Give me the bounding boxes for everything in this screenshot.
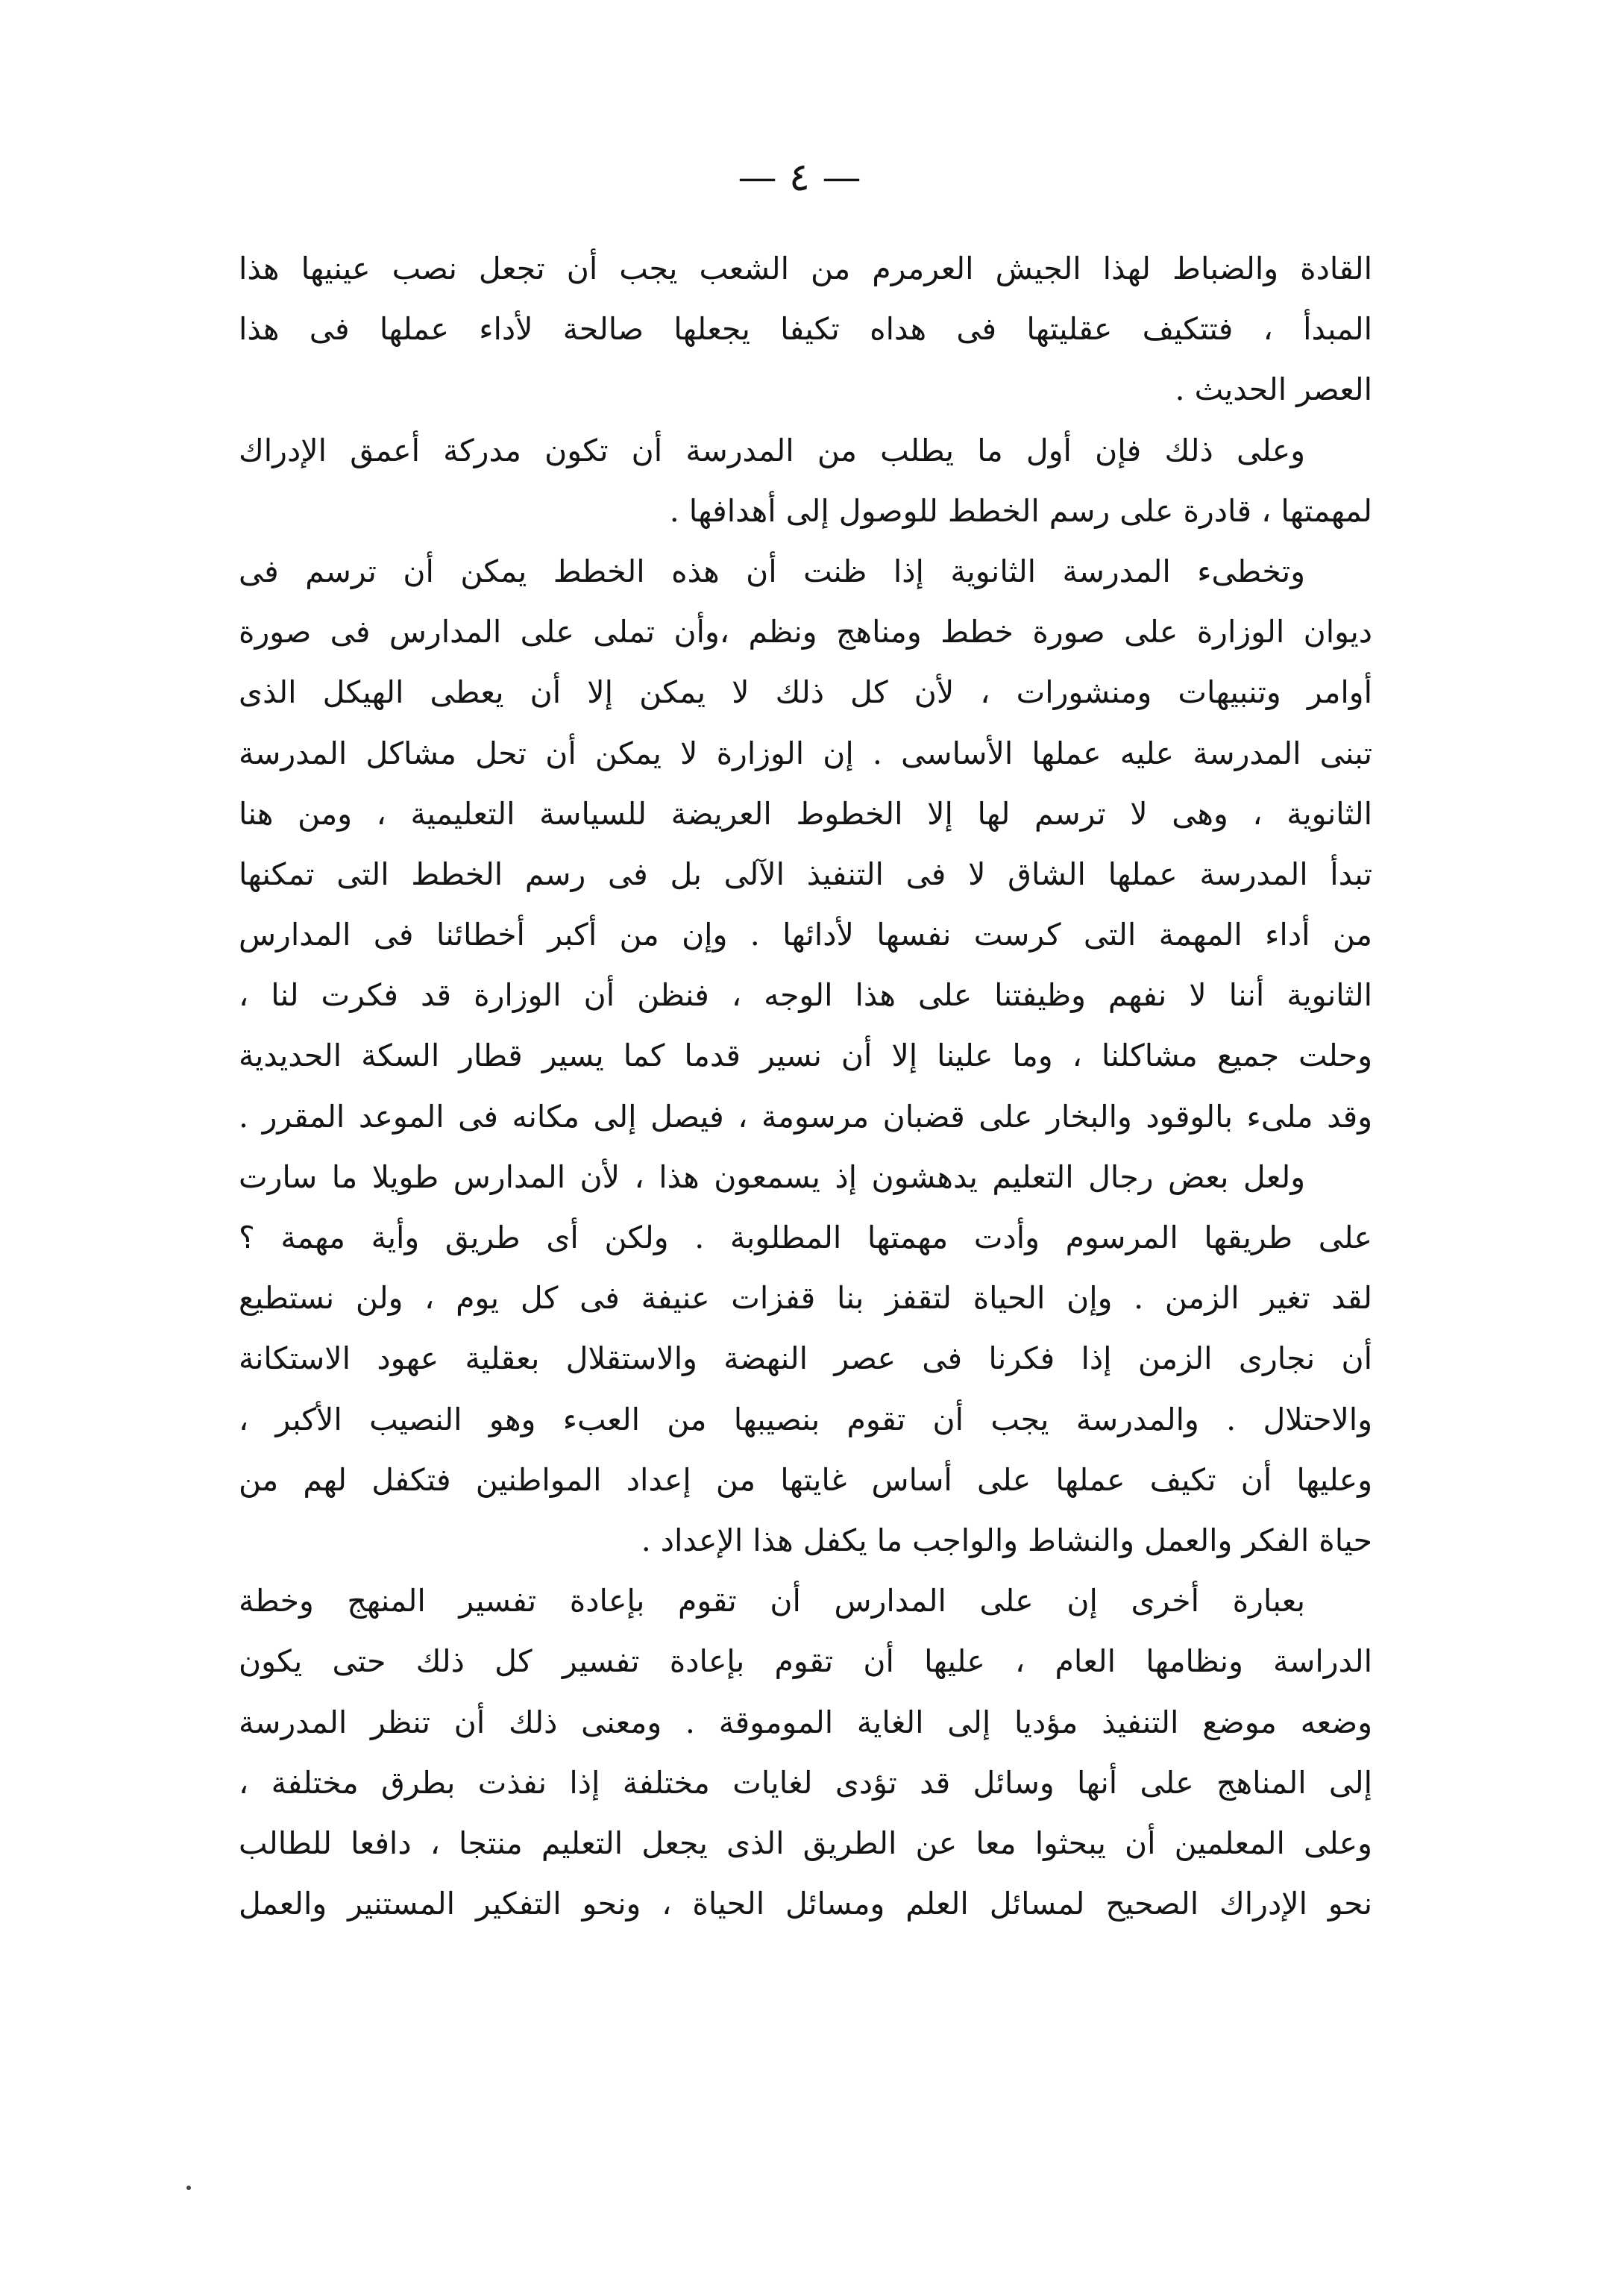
page-number: — ٤ — (738, 155, 861, 200)
margin-dot (186, 2186, 191, 2190)
text-line: أوامر وتنبيهات ومنشورات ، لأن كل ذلك لا يمكن إلا أن يعطى الهيكل الذى (239, 674, 1372, 711)
text-line: حياة الفكر والعمل والنشاط والواجب ما يكفل هذا الإعداد . (641, 1522, 1372, 1558)
body-text (239, 239, 1372, 1934)
text-line: وحلت جميع مشاكلنا ، وما علينا إلا أن نسير قدما كما يسير قطار السكة الحديدية (239, 1038, 1372, 1074)
text-line: بعبارة أخرى إن على المدارس أن تقوم بإعادة تفسير المنهج وخطة (239, 1583, 1305, 1619)
text-line: وعلى ذلك فإن أول ما يطلب من المدرسة أن تكون مدركة أعمق الإدراك (239, 432, 1305, 468)
text-line: وتخطىء المدرسة الثانوية إذا ظنت أن هذه الخطط يمكن أن ترسم فى (239, 553, 1305, 589)
text-line: إلى المناهج على أنها وسائل قد تؤدى لغايات مختلفة إذا نفذت بطرق مختلفة ، (239, 1764, 1372, 1801)
text-line: وقد ملىء بالوقود والبخار على قضبان مرسومة ، فيصل إلى مكانه فى الموعد المقرر . (239, 1098, 1372, 1135)
text-line: وضعه موضع التنفيذ مؤديا إلى الغاية الموموقة . ومعنى ذلك أن تنظر المدرسة (239, 1704, 1372, 1740)
text-line: العصر الحديث . (1175, 371, 1372, 408)
text-line: تبنى المدرسة عليه عملها الأساسى . إن الوزارة لا يمكن أن تحل مشاكل المدرسة (239, 735, 1372, 771)
text-line: ولعل بعض رجال التعليم يدهشون إذ يسمعون هذا ، لأن المدارس طويلا ما سارت (239, 1158, 1305, 1195)
text-line: القادة والضباط لهذا الجيش العرمرم من الشعب يجب أن تجعل نصب عينيها هذا (239, 251, 1372, 286)
text-line: الثانوية ، وهى لا ترسم لها إلا الخطوط العريضة للسياسة التعليمية ، ومن هنا (239, 795, 1372, 832)
text-line: والاحتلال . والمدرسة يجب أن تقوم بنصيبها من العبء وهو النصيب الأكبر ، (239, 1401, 1372, 1437)
text-line: ديوان الوزارة على صورة خطط ومناهج ونظم ،وأن تملى على المدارس فى صورة (239, 614, 1372, 650)
text-line: من أداء المهمة التى كرست نفسها لأدائها . وإن من أكبر أخطائنا فى المدارس (239, 917, 1372, 953)
text-line: المبدأ ، فتتكيف عقليتها فى هداه تكيفا يجعلها صالحة لأداء عملها فى هذا (239, 311, 1372, 348)
text-line: أن نجارى الزمن إذا فكرنا فى عصر النهضة والاستقلال بعقلية عهود الاستكانة (239, 1340, 1372, 1377)
text-line: وعليها أن تكيف عملها على أساس غايتها من إعداد المواطنين فتكفل لهم من (239, 1461, 1372, 1498)
text-line: تبدأ المدرسة عملها الشاق لا فى التنفيذ الآلى بل فى رسم الخطط التى تمكنها (239, 856, 1372, 892)
text-line: نحو الإدراك الصحيح لمسائل العلم ومسائل الحياة ، ونحو التفكير المستنير والعمل (239, 1886, 1372, 1922)
text-line: الدراسة ونظامها العام ، عليها أن تقوم بإعادة تفسير كل ذلك حتى يكون (239, 1643, 1372, 1680)
text-line: الثانوية أننا لا نفهم وظيفتنا على هذا الوجه ، فنظن أن الوزارة قد فكرت لنا ، (239, 977, 1372, 1014)
text-line: لمهمتها ، قادرة على رسم الخطط للوصول إلى أهدافها . (669, 492, 1372, 529)
text-line: لقد تغير الزمن . وإن الحياة لتقفز بنا قفزات عنيفة فى كل يوم ، ولن نستطيع (239, 1280, 1372, 1317)
text-line: وعلى المعلمين أن يبحثوا معا عن الطريق الذى يجعل التعليم منتجا ، دافعا للطالب (239, 1825, 1372, 1861)
text-line: على طريقها المرسوم وأدت مهمتها المطلوبة . ولكن أى طريق وأية مهمة ؟ (239, 1220, 1372, 1255)
